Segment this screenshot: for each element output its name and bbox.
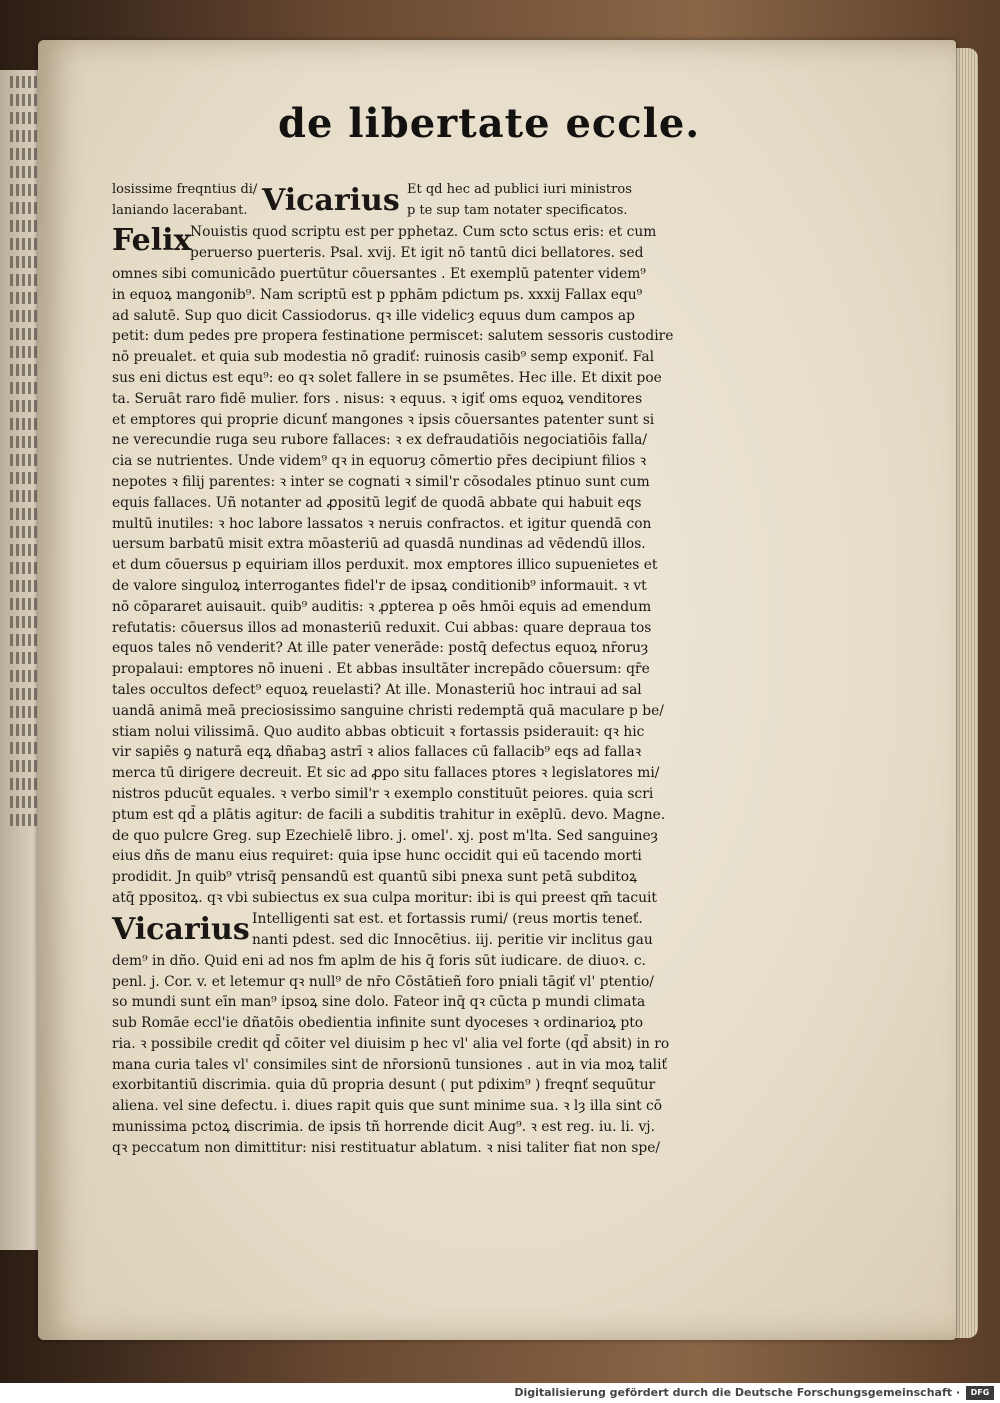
text-line: vir sapiēs ꝯ naturā eqꝝ dñabaꝫ astrī ꝛ alios fallaces cū fallacib⁹ eqs ad fallaꝛ: [112, 744, 642, 761]
text-line: munissima pctoꝝ discrimia. de ipsis tñ horrende dicit Aug⁹. ꝛ est reg. iu. li. vj.: [112, 1119, 655, 1136]
dfg-logo: DFG: [966, 1386, 994, 1400]
text-line: nō cōpararet auisauit. quib⁹ auditis: ꝛ ꝓpterea p oēs hmōi equis ad emendum: [112, 598, 652, 615]
text-line: p te sup tam notater specificatos.: [407, 202, 628, 218]
heading-vicarius: Vicarius: [262, 183, 400, 218]
text-line: aliena. vel sine defectu. i. diues rapit quis que sunt minime sua. ꝛ lȝ illa sint cō: [112, 1098, 663, 1115]
vicarius-block: [112, 909, 742, 951]
text-line: exorbitantiū discrimia. quia dū propria desunt ( put pdixim⁹ ) freqnť sequūtur: [112, 1077, 656, 1094]
closing-text: [112, 951, 742, 1159]
page-text: [112, 180, 742, 1159]
text-line: prodidit. Jn quib⁹ vtrisq̄ pensandū est quantū sibi pnexa sunt petā subditoꝝ: [112, 869, 638, 886]
text-line: qꝛ peccatum non dimittitur: nisi restituatur ablatum. ꝛ nisi taliter fiat non spe/: [112, 1139, 661, 1156]
footer-credit: Digitalisierung gefördert durch die Deutsche Forschungsgemeinschaft ·: [514, 1386, 960, 1399]
text-line: nanti pdest. sed dic Innocētius. iij. peritie vir inclitus gau: [252, 931, 653, 948]
text-line: Nouistis quod scriptu est per pphetaz. Cum scto sctus eris: et cum: [190, 224, 657, 240]
heading-vicarius-2: Vicarius: [112, 911, 250, 947]
text-line: mana curia tales vl' consimiles sint de nr̄orsionū tunsiones . aut in via moꝝ taliť: [112, 1056, 668, 1073]
text-line: et emptores qui proprie dicunť mangones ꝛ ipsis cōuersantes patenter sunt si: [112, 411, 655, 428]
opening-left: [112, 180, 262, 222]
text-line: laniando lacerabant.: [112, 202, 248, 218]
felix-block: [112, 222, 742, 264]
text-line: uandā animā meā preciosissimo sanguine christi redemptā quā maculare p be/: [112, 702, 664, 719]
text-line: equos tales nō venderit? At ille pater venerāde: postq̄ defectus equoꝝ nr̄oruȝ: [112, 640, 649, 657]
text-line: de quo pulcre Greg. sup Ezechielē libro. j. omel'. xj. post m'lta. Sed sanguineȝ: [112, 827, 658, 844]
running-head: de libertate eccle.: [278, 100, 701, 147]
text-line: ptum est qd̄ a plātis agitur: de facili a subditis trahitur in exēplū. devo. Magne.: [112, 806, 666, 823]
text-line: tales occultos defect⁹ equoꝝ reuelasti? At ille. Monasteriū hoc intraui ad sal: [112, 681, 642, 698]
text-line: et dum cōuersus p equiriam illos perduxit. mox emptores illico supuenietes et: [112, 557, 658, 574]
text-line: multū inutiles: ꝛ hoc labore lassatos ꝛ neruis confractos. et igitur quendā con: [112, 515, 652, 532]
text-line: sub Romāe eccl'ie dñatōis obedientia infinite sunt dyoceses ꝛ ordinarioꝝ pto: [112, 1015, 644, 1032]
text-line: nistros pducūt equales. ꝛ verbo simil'r ꝛ exemplo constituūt peiores. quia scri: [112, 785, 654, 802]
opening-block: [112, 180, 742, 222]
text-line: cia se nutrientes. Unde videm⁹ qꝛ in equoruȝ cōmertio pr̄es decipiunt filios ꝛ: [112, 453, 647, 470]
text-line: Et qd hec ad publici iuri ministros: [407, 182, 632, 197]
text-line: omnes sibi comunicādo puertūtur cōuersantes . Et exemplū patenter videm⁹: [112, 266, 646, 282]
text-line: so mundi sunt eīn man⁹ ipsoꝝ sine dolo. Fateor inq̄ qꝛ cūcta p mundi climata: [112, 994, 646, 1011]
text-line: ne verecundie ruga seu rubore fallaces: ꝛ ex defraudatiōis negociatiōis falla/: [112, 432, 648, 449]
vicarius-text: [252, 909, 742, 951]
text-line: atq̄ ppositoꝝ. qꝛ vbi subiectus ex sua culpa moritur: ibi is qui preest qm̄ tacuit: [112, 889, 657, 906]
text-line: ria. ꝛ possibile credit qd̄ cōiter vel diuisim p hec vl' alia vel forte (qd̄ absit) in ro: [112, 1035, 670, 1052]
felix-text: [190, 222, 742, 264]
text-line: peruerso puerteris. Psal. xvij. Et igit nō tantū dici bellatores. sed: [190, 244, 644, 261]
text-line: nepotes ꝛ filij parentes: ꝛ inter se cognati ꝛ simil'r cōsodales ptinuo sunt cum: [112, 473, 650, 490]
heading-felix: Felix: [112, 223, 192, 258]
text-line: Intelligenti sat est. et fortassis rumi/ (reus mortis teneť.: [252, 910, 643, 927]
text-line: dem⁹ in dño. Quid eni ad nos fm aplm de his q̄ foris sūt iudicare. de diuoꝛ. c.: [112, 952, 646, 969]
text-line: ad salutē. Sup quo dicit Cassiodorus. qꝛ ille videlicȝ equus dum campos ap: [112, 307, 635, 324]
text-line: in equoꝝ mangonib⁹. Nam scriptū est p pphām pdictum ps. xxxij Fallax equ⁹: [112, 286, 643, 303]
text-line: eius dñs de manu eius requiret: quia ipse hunc occidit qui eū tacendo morti: [112, 848, 642, 865]
text-line: refutatis: cōuersus illos ad monasteriū reduxit. Cui abbas: quare depraua tos: [112, 619, 652, 636]
main-text: [112, 264, 742, 909]
text-line: petit: dum pedes pre propera festinatione permiscet: salutem sessoris custodire: [112, 328, 674, 345]
text-line: nō preualet. et quia sub modestia nō gradiť: ruinosis casib⁹ semp exponiť. Fal: [112, 349, 655, 366]
text-line: stiam nolui vilissimā. Quo audito abbas obticuit ꝛ fortassis psiderauit: qꝛ hic: [112, 723, 645, 740]
text-line: ta. Seruāt raro fidē mulier. fors . nisus: ꝛ equus. ꝛ igiť oms equoꝝ venditores: [112, 390, 643, 407]
text-line: sus eni dictus est equ⁹: eo qꝛ solet fallere in se psumētes. Hec ille. Et dixit poe: [112, 369, 662, 386]
digitization-footer: [0, 1383, 1000, 1403]
text-line: merca tū dirigere decreuit. Et sic ad ꝓpo situ fallaces ptores ꝛ legislatores mi/: [112, 765, 660, 782]
opening-right: [407, 180, 742, 222]
text-line: propalaui: emptores nō inueni . Et abbas insultāter increpādo cōuersum: qr̄e: [112, 661, 650, 678]
text-line: uersum barbatū misit extra mōasteriū ad quasdā nundinas ad vēdendū illos.: [112, 536, 646, 553]
text-line: penl. j. Cor. v. et letemur qꝛ null⁹ de nr̄o Cōstātieñ foro pniali tāgiť vl' ptentio/: [112, 973, 654, 990]
text-line: equis fallaces. Uñ notanter ad ꝓpositū legiť de quodā abbate qui habuit eqs: [112, 494, 642, 511]
text-line: losissime freqntius di/: [112, 182, 258, 197]
text-line: de valore singuloꝝ interrogantes fidel'r de ipsaꝝ conditionib⁹ informauit. ꝛ vt: [112, 577, 647, 594]
